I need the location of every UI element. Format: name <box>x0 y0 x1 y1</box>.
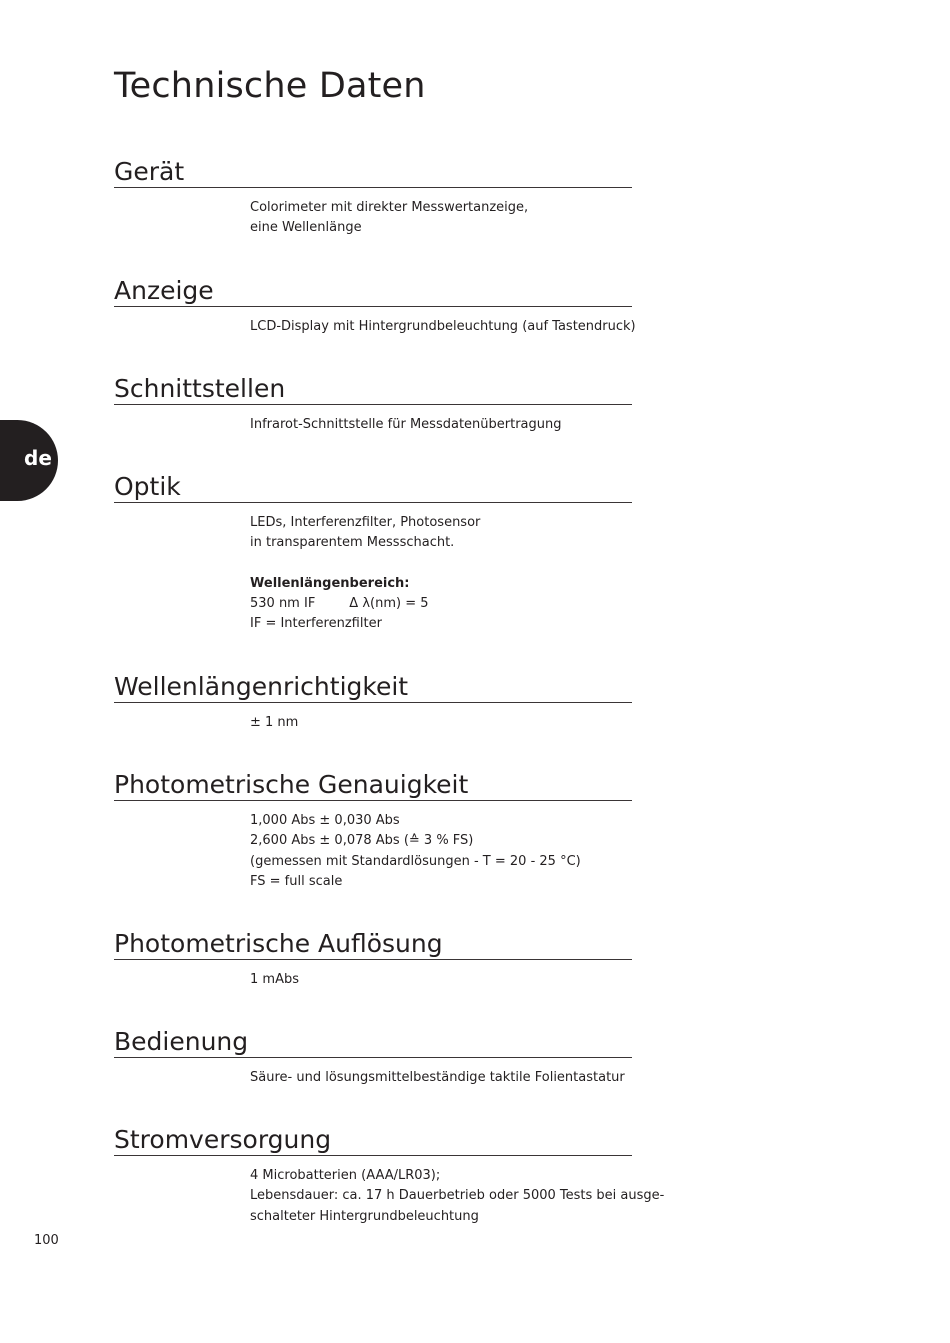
text-line: 4 Microbatterien (AAA/LR03); <box>250 1168 441 1183</box>
wavelength-row <box>250 594 632 614</box>
text-line: (gemessen mit Standardlösungen - T = 20 - 25 °C) <box>250 853 581 869</box>
text-line: LCD-Display mit Hintergrundbeleuchtung (auf Tastendruck) <box>250 319 636 334</box>
section-heading: Photometrische Genauigkeit <box>114 770 632 801</box>
section-geraet <box>114 157 632 239</box>
text-line: 1,000 Abs ± 0,030 Abs <box>250 813 400 828</box>
section-body <box>250 415 632 435</box>
text-line: IF = Interferenzfilter <box>250 616 382 632</box>
section-body <box>250 811 632 892</box>
section-heading: Photometrische Auflösung <box>114 929 632 960</box>
page-title: Technische Daten <box>114 66 426 106</box>
text-line: Infrarot-Schnittstelle für Messdatenübertragung <box>250 417 562 432</box>
text-line: Lebensdauer: ca. 17 h Dauerbetrieb oder 5000 Tests bei ausge- <box>250 1188 665 1204</box>
section-wellenlaengenrichtigkeit <box>114 672 632 733</box>
section-body <box>250 713 632 733</box>
text-line: LEDs, Interferenzfilter, Photosensor <box>250 515 481 530</box>
text-line: in transparentem Messschacht. <box>250 535 455 551</box>
language-tab-label: de <box>24 446 52 470</box>
text-line: 2,600 Abs ± 0,078 Abs (≙ 3 % FS) <box>250 833 474 849</box>
section-heading: Schnittstellen <box>114 374 632 405</box>
section-heading: Stromversorgung <box>114 1125 632 1156</box>
text-line: eine Wellenlänge <box>250 220 362 236</box>
section-stromversorgung <box>114 1125 665 1227</box>
section-heading: Anzeige <box>114 276 632 307</box>
section-photometrische-aufloesung <box>114 929 632 990</box>
section-photometrische-genauigkeit <box>114 770 632 892</box>
section-bedienung <box>114 1027 632 1088</box>
text-line: Colorimeter mit direkter Messwertanzeige, <box>250 200 529 215</box>
section-heading: Bedienung <box>114 1027 632 1058</box>
text-line: FS = full scale <box>250 873 343 889</box>
section-body <box>250 198 632 239</box>
page-number: 100 <box>34 1233 59 1248</box>
section-body <box>250 1166 665 1227</box>
section-body <box>250 1068 632 1088</box>
text-line: Säure- und lösungsmittelbeständige taktile Folientastatur <box>250 1070 625 1085</box>
text-line: ± 1 nm <box>250 715 299 730</box>
section-heading: Wellenlängenrichtigkeit <box>114 672 632 703</box>
section-body <box>250 317 636 337</box>
text-line: 1 mAbs <box>250 972 299 987</box>
text-line: schalteter Hintergrundbeleuchtung <box>250 1208 479 1224</box>
section-optik <box>114 472 632 635</box>
section-heading: Gerät <box>114 157 632 188</box>
language-tab <box>0 420 58 501</box>
section-anzeige <box>114 276 636 337</box>
section-heading: Optik <box>114 472 632 503</box>
sub-label: Wellenlängenbereich: <box>250 575 410 591</box>
bandwidth-value: Δ λ(nm) = 5 <box>349 596 429 612</box>
section-body <box>250 513 632 635</box>
section-schnittstellen <box>114 374 632 435</box>
section-body <box>250 970 632 990</box>
wavelength-value: 530 nm IF <box>250 596 316 612</box>
